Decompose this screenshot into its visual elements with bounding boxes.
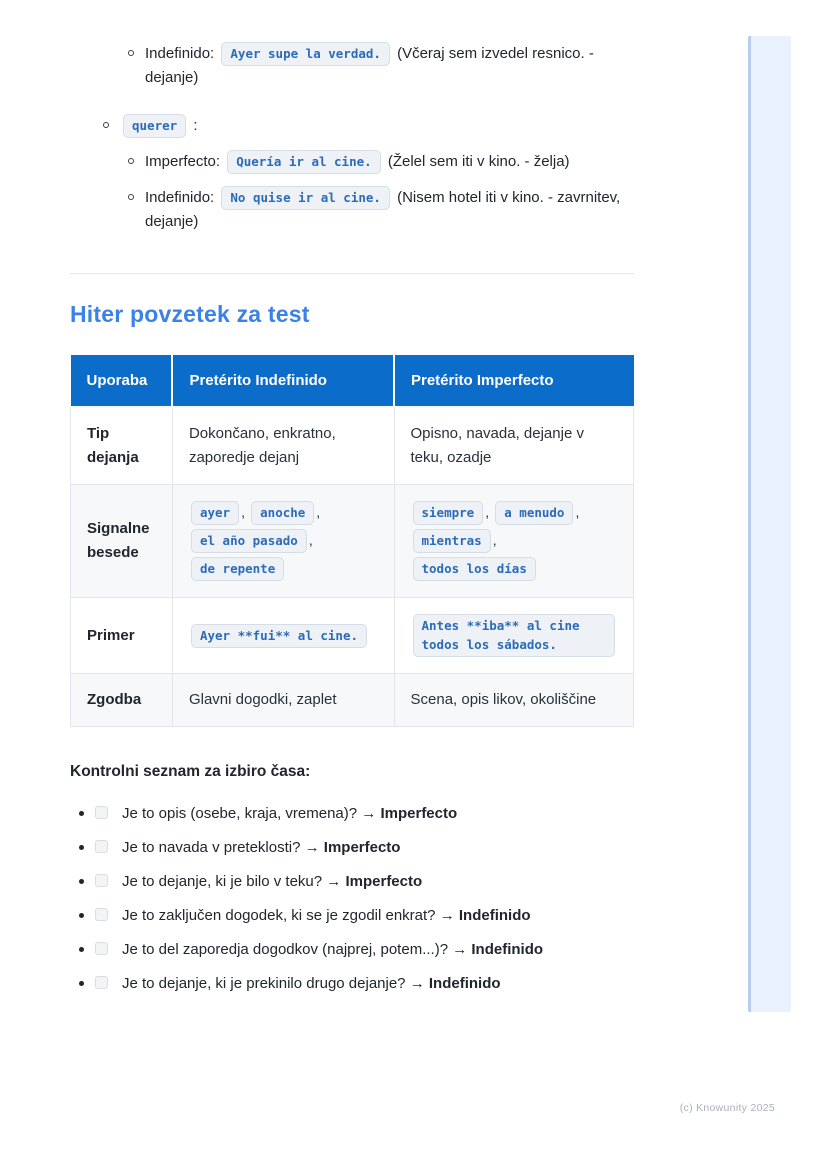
table-row [71,674,634,727]
table-row [71,485,634,598]
copyright-notice: (c) Knowunity 2025 [679,1102,775,1114]
column-header-indefinido: Pretérito Indefinido [172,355,394,407]
table-row [71,598,634,674]
code-chip: mientras [413,529,491,553]
chip-separator: , [575,504,580,520]
checklist-text [122,973,501,994]
code-chip: de repente [191,557,284,581]
bullet-icon [79,845,84,850]
table-cell: Opisno, navada, dejanje v teku, ozadje [394,407,634,485]
table-cell [394,485,634,598]
item-after: : [193,117,198,134]
item-label: Indefinido: [145,189,215,206]
intro-list [70,0,634,233]
checklist-item [70,939,634,960]
list-item [103,114,634,138]
list-item-text [145,150,634,174]
checkbox[interactable] [95,942,108,955]
list-item [128,186,634,233]
checklist-text [122,939,543,960]
bullet-icon [79,913,84,918]
table-cell [394,598,634,674]
question: Je to opis (osebe, kraja, vremena)? → [122,805,377,822]
checklist-text [122,905,531,926]
checklist-item [70,973,634,994]
code-chip: anoche [251,501,314,525]
document-page [70,0,634,994]
column-header-uporaba: Uporaba [71,355,173,407]
checklist-item [70,871,634,892]
list-item-text [145,186,634,233]
table-cell: Glavni dogodki, zaplet [172,674,394,727]
item-note: (Včeraj sem izvedel resnico. - dejanje) [145,45,594,86]
checklist-heading: Kontrolni seznam za izbiro časa: [70,763,311,780]
page-title: Hiter povzetek za test [70,301,310,327]
code-chip: todos los días [413,557,536,581]
checkbox[interactable] [95,840,108,853]
code-chip: siempre [413,501,484,525]
summary-table [70,355,634,727]
question: Je to navada v preteklosti? → [122,839,320,856]
right-scrollbar-track[interactable] [748,36,791,1012]
checklist-text [122,803,457,824]
chip-separator: , [492,532,497,548]
question: Je to del zaporedja dogodkov (najprej, potem...)? → [122,941,468,958]
code-chip: a menudo [495,501,573,525]
table-cell [172,598,394,674]
hollow-bullet-icon [128,194,134,200]
code-chip: Quería ir al cine. [227,150,380,174]
question: Je to zaključen dogodek, ki se je zgodil enkrat? → [122,907,455,924]
chip-separator: , [316,504,321,520]
chip-separator: , [485,504,490,520]
checkbox[interactable] [95,908,108,921]
item-label: Indefinido: [145,45,215,62]
checklist [70,803,634,994]
code-chip: Antes **iba** al cine todos los sábados. [413,614,616,657]
code-chip: ayer [191,501,239,525]
checkbox[interactable] [95,874,108,887]
row-label: Primer [71,598,173,674]
checklist-text [122,837,400,858]
row-label: Signalne besede [71,485,173,598]
question: Je to dejanje, ki je prekinilo drugo dejanje? → [122,975,425,992]
hollow-bullet-icon [103,122,109,128]
checklist-item [70,837,634,858]
table-cell [172,485,394,598]
bullet-icon [79,879,84,884]
section-divider [70,273,634,274]
bullet-icon [79,981,84,986]
table-header-row [71,355,634,407]
row-label: Zgodba [71,674,173,727]
checklist-text [122,871,422,892]
answer: Indefinido [458,907,531,924]
answer: Imperfecto [345,873,423,890]
table-cell: Dokončano, enkratno, zaporedje dejanj [172,407,394,485]
item-note: (Nisem hotel iti v kino. - zavrnitev, dejanje) [145,189,621,230]
list-item [128,150,634,174]
answer: Indefinido [428,975,501,992]
hollow-bullet-icon [128,158,134,164]
item-note: (Želel sem iti v kino. - želja) [387,153,570,170]
code-chip: Ayer **fui** al cine. [191,624,367,648]
answer: Indefinido [471,941,544,958]
row-label: Tip dejanja [71,407,173,485]
chip-separator: , [308,532,313,548]
code-chip: No quise ir al cine. [221,186,390,210]
answer: Imperfecto [323,839,401,856]
table-cell: Scena, opis likov, okoliščine [394,674,634,727]
checklist-item [70,905,634,926]
chip-separator: , [241,504,245,520]
question: Je to dejanje, ki je bilo v teku? → [122,873,342,890]
code-chip: el año pasado [191,529,307,553]
checkbox[interactable] [95,976,108,989]
bullet-icon [79,811,84,816]
bullet-icon [79,947,84,952]
column-header-imperfecto: Pretérito Imperfecto [394,355,634,407]
table-row [71,407,634,485]
list-item [128,42,634,89]
answer: Imperfecto [380,805,458,822]
list-item-text [145,42,634,89]
checklist-item [70,803,634,824]
item-label: Imperfecto: [145,153,221,170]
code-chip: querer [123,114,186,138]
hollow-bullet-icon [128,50,134,56]
list-item-text [120,114,634,138]
checkbox[interactable] [95,806,108,819]
code-chip: Ayer supe la verdad. [221,42,390,66]
